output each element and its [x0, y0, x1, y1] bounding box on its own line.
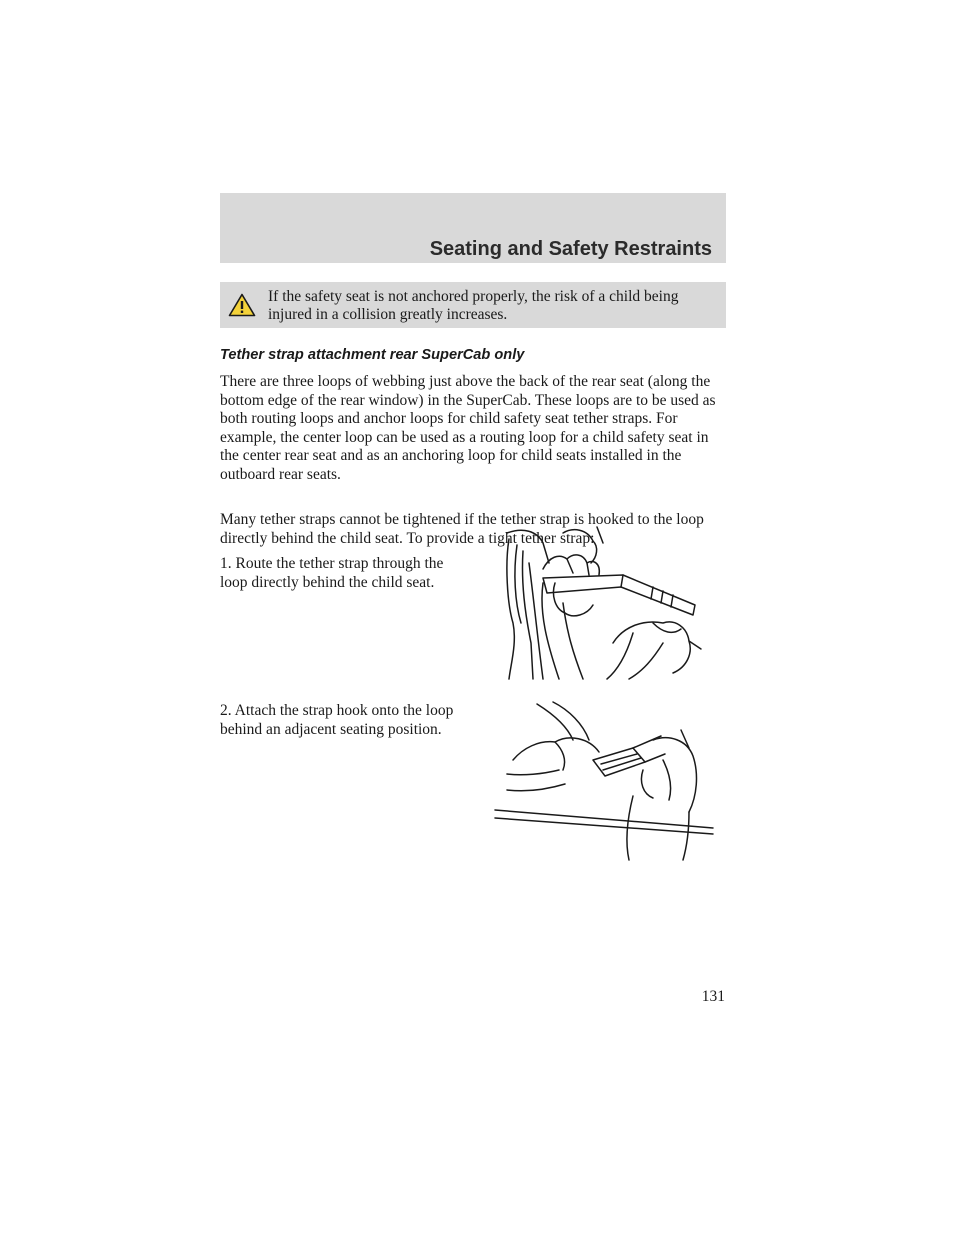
section-title: Seating and Safety Restraints: [429, 238, 712, 260]
warning-text: If the safety seat is not anchored properly, the risk of a child being injured in a collision greatly increases.: [268, 288, 679, 323]
paragraph-tightening: Many tether straps cannot be tightened if the tether strap is hooked to the loop directly behind the child seat. To provide a tight tether strap:: [220, 511, 704, 547]
hands-routing-strap-illustration: [503, 523, 703, 681]
warning-box: [220, 282, 726, 328]
warning-triangle-icon: [228, 293, 256, 317]
paragraph-loops: There are three loops of webbing just above the back of the rear seat (along the bottom edge of the rear window) in the SuperCab. These loops are to be used as both routing loops and anchor loops for child safety seat tether straps. For example, the center loop can be used as a routing loop for a child safety seat in the center rear seat and as an anchoring loop for child seats installed in the outboard rear seats.: [220, 373, 716, 483]
header-band: [220, 193, 726, 263]
page-number: 131: [701, 988, 725, 1005]
step-1: 1. Route the tether strap through the loop directly behind the child seat.: [220, 555, 444, 591]
step-2: 2. Attach the strap hook onto the loop behind an adjacent seating position.: [220, 702, 454, 738]
subheading: Tether strap attachment rear SuperCab only: [220, 347, 525, 363]
hands-attaching-hook-illustration: [493, 700, 717, 862]
